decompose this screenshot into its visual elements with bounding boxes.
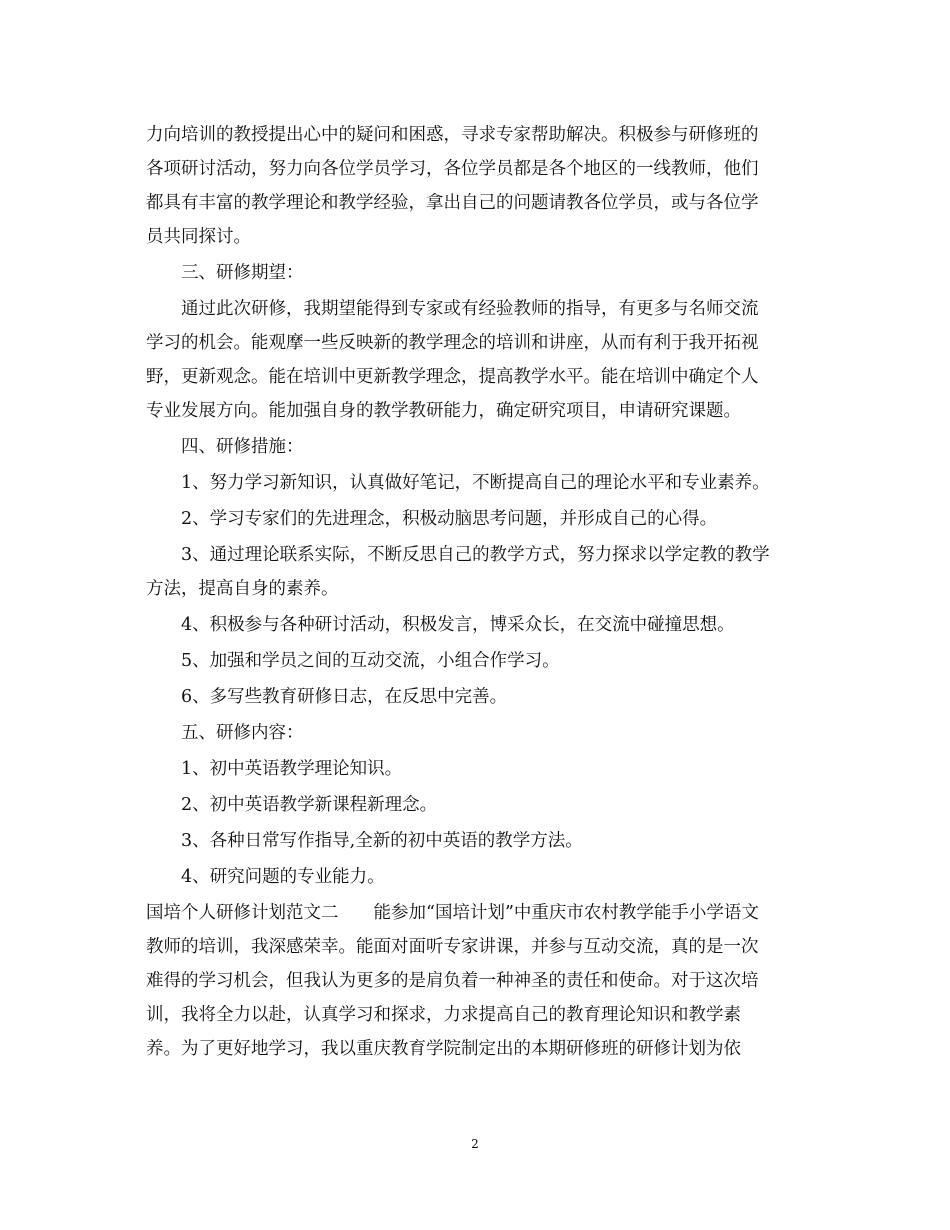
text-line: 训，我将全力以赴，认真学习和探求，力求提高自己的教育理论知识和教学素 xyxy=(146,1005,741,1025)
list-item: 3、通过理论联系实际，不断反思自己的教学方式，努力探求以学定教的教学 xyxy=(146,545,770,565)
list-item: 6、多写些教育研修日志，在反思中完善。 xyxy=(146,687,508,707)
text-line: 教师的培训，我深感荣幸。能面对面听专家讲课，并参与互动交流，真的是一次 xyxy=(146,937,759,957)
section-heading: 三、研修期望： xyxy=(146,263,304,283)
text-line: 力向培训的教授提出心中的疑问和困惑，寻求专家帮助解决。积极参与研修班的 xyxy=(146,125,759,145)
list-item: 4、研究问题的专业能力。 xyxy=(146,867,385,887)
text-line: 通过此次研修，我期望能得到专家或有经验教师的指导，有更多与名师交流 xyxy=(146,299,759,319)
text-line: 国培个人研修计划范文二 能参加“国培计划”中重庆市农村教学能手小学语文 xyxy=(146,903,759,923)
text-line: 野，更新观念。能在培训中更新教学理念，提高教学水平。能在培训中确定个人 xyxy=(146,367,759,387)
list-item: 3、各种日常写作指导,全新的初中英语的教学方法。 xyxy=(146,831,583,851)
text-line: 都具有丰富的教学理论和教学经验，拿出自己的问题请教各位学员，或与各位学 xyxy=(146,193,759,213)
list-item: 5、加强和学员之间的互动交流，小组合作学习。 xyxy=(146,651,560,671)
page-number: 2 xyxy=(471,1137,479,1151)
list-item: 1、努力学习新知识，认真做好笔记，不断提高自己的理论水平和专业素养。 xyxy=(146,473,770,493)
text-line: 方法，提高自身的素养。 xyxy=(146,579,339,599)
text-line: 学习的机会。能观摩一些反映新的教学理念的培训和讲座，从而有利于我开拓视 xyxy=(146,333,759,353)
section-heading: 四、研修措施： xyxy=(146,437,304,457)
list-item: 1、初中英语教学理论知识。 xyxy=(146,759,403,779)
text-line: 专业发展方向。能加强自身的教学教研能力，确定研究项目，申请研究课题。 xyxy=(146,401,741,421)
section-heading: 五、研修内容： xyxy=(146,723,304,743)
list-item: 2、学习专家们的先进理念，积极动脑思考问题，并形成自己的心得。 xyxy=(146,509,718,529)
list-item: 2、初中英语教学新课程新理念。 xyxy=(146,795,438,815)
list-item: 4、积极参与各种研讨活动，积极发言，博采众长，在交流中碰撞思想。 xyxy=(146,615,735,635)
text-line: 养。为了更好地学习，我以重庆教育学院制定出的本期研修班的研修计划为依 xyxy=(146,1039,741,1059)
text-line: 难得的学习机会，但我认为更多的是肩负着一种神圣的责任和使命。对于这次培 xyxy=(146,971,759,991)
text-line: 各项研讨活动，努力向各位学员学习，各位学员都是各个地区的一线教师，他们 xyxy=(146,159,759,179)
text-line: 员共同探讨。 xyxy=(146,227,251,247)
